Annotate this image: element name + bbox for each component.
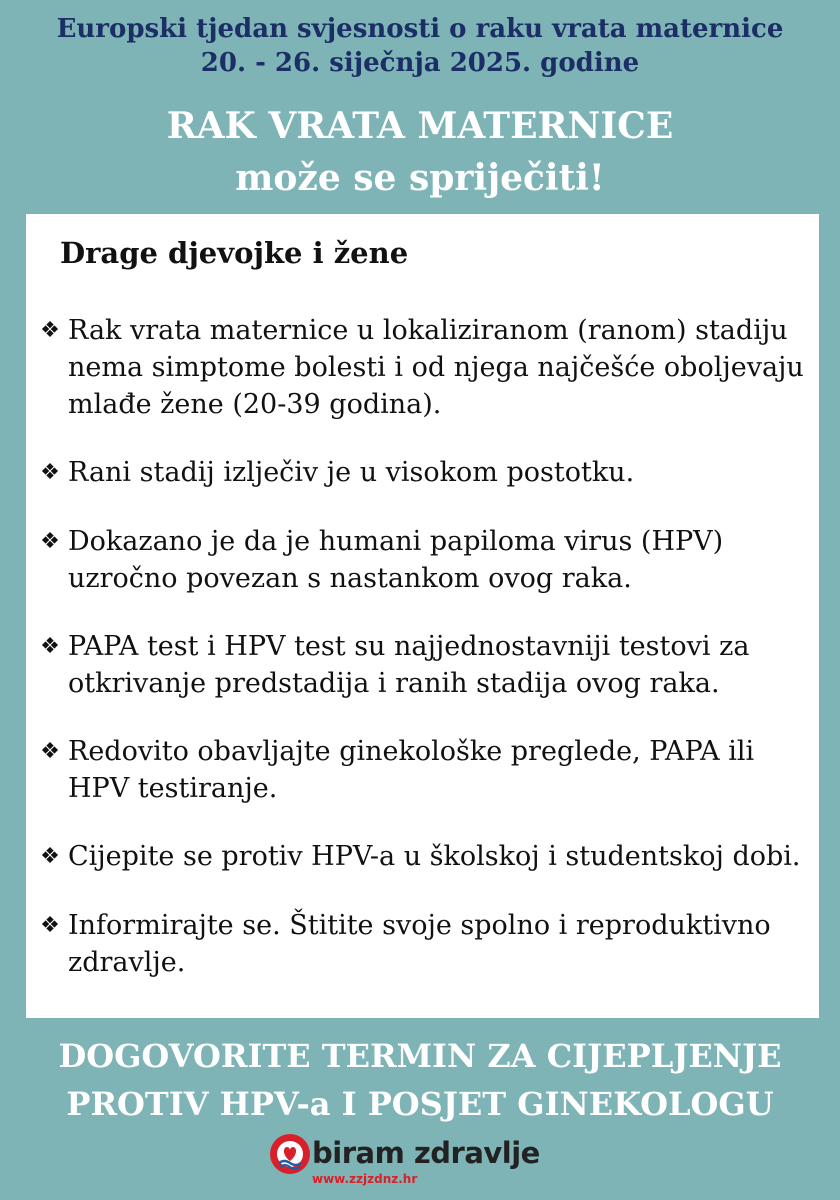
website-url: www.zzjzdnz.hr	[312, 1172, 418, 1186]
diamond-bullet-icon: ❖	[40, 460, 60, 485]
heart-water-logo-icon	[268, 1132, 312, 1176]
brand-name: biram zdravlje	[312, 1136, 540, 1170]
list-item-text: Rani stadij izlječiv je u visokom postotku.	[68, 457, 635, 488]
list-item-text: Redovito obavljajte ginekološke preglede, PAPA ili HPV testiranje.	[68, 736, 755, 804]
campaign-title: Europski tjedan svjesnosti o raku vrata maternice	[56, 14, 784, 44]
list-item	[32, 454, 812, 492]
list-item	[32, 907, 812, 981]
diamond-bullet-icon: ❖	[40, 844, 60, 869]
diamond-bullet-icon: ❖	[40, 739, 60, 764]
list-item	[32, 523, 812, 597]
campaign-header	[0, 12, 840, 80]
list-item	[32, 312, 812, 423]
diamond-bullet-icon: ❖	[40, 529, 60, 554]
list-item-text: Dokazano je da je humani papiloma virus (HPV) uzročno povezan s nastankom ovog raka.	[68, 526, 724, 594]
diamond-bullet-icon: ❖	[40, 913, 60, 938]
advice-list	[32, 312, 812, 1012]
greeting: Drage djevojke i žene	[60, 236, 409, 270]
brand-logo	[268, 1132, 568, 1192]
list-item	[32, 628, 812, 702]
list-item-text: Cijepite se protiv HPV-a u školskoj i studentskoj dobi.	[68, 841, 801, 872]
diamond-bullet-icon: ❖	[40, 318, 60, 343]
main-headline	[0, 100, 840, 204]
list-item	[32, 733, 812, 807]
diamond-bullet-icon: ❖	[40, 634, 60, 659]
cta-line-2: PROTIV HPV-a I POSJET GINEKOLOGU	[66, 1085, 774, 1123]
list-item-text: Rak vrata maternice u lokaliziranom (ranom) stadiju nema simptome bolesti i od njega najčešće oboljevaju mlađe žene (20-39 godina).	[68, 315, 804, 420]
list-item-text: PAPA test i HPV test su najjednostavniji testovi za otkrivanje predstadija i ranih stadija ovog raka.	[68, 631, 750, 699]
headline-line-2: može se spriječiti!	[235, 157, 605, 199]
list-item	[32, 838, 812, 876]
call-to-action	[0, 1032, 840, 1128]
campaign-dates: 20. - 26. siječnja 2025. godine	[200, 48, 640, 78]
list-item-text: Informirajte se. Štitite svoje spolno i reproduktivno zdravlje.	[68, 910, 771, 978]
cta-line-1: DOGOVORITE TERMIN ZA CIJEPLJENJE	[58, 1037, 782, 1075]
headline-line-1: RAK VRATA MATERNICE	[166, 105, 674, 147]
info-card	[26, 214, 819, 1018]
